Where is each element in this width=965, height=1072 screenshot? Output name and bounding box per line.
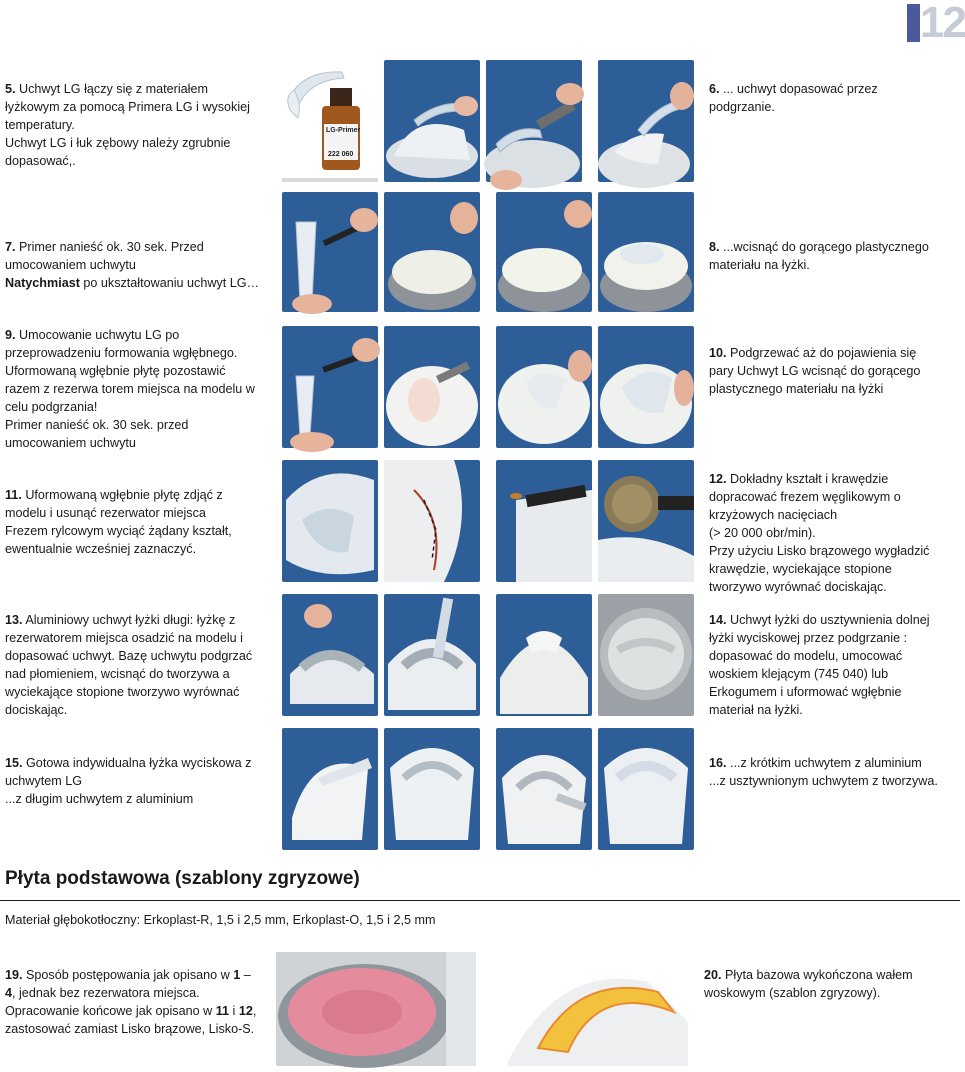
step-9-text: 9. Umocowanie uchwytu LG po przeprowadzeniu formowania wgłębnego. Uformowaną wgłębnie płytę pozostawić razem z rezerwa torem miejsca na modelu w celu podgrzania! Primer nanieść ok. 30 sek. przed umocowaniem uchwytu — [5, 328, 255, 450]
photo-step9b — [384, 326, 480, 448]
photo-step9 — [282, 326, 378, 448]
photo-step12b — [598, 460, 694, 582]
photo-step11a — [282, 460, 378, 582]
step-5-text: 5. Uchwyt LG łączy się z materiałem łyżkowym za pomocą Primera LG i wysokiej temperatury. Uchwyt LG i łuk zębowy należy zgrubnie dopasować,. — [5, 82, 250, 168]
step-14-text: 14. Uchwyt łyżki do usztywnienia dolnej łyżki wyciskowej przez podgrzanie : dopasować do modelu, umocować woskiem klejącym (745 040) lub Erkogumem i uformować wgłębnie materiał na łyżki. — [709, 613, 930, 717]
step-13-text: 13. Aluminiowy uchwyt łyżki długi: łyżkę z rezerwatorem miejsca osadzić na modelu i dopasować uchwyt. Bazę uchwytu podgrzać nad płomieniem, wcisnąć do tworzywa a wyciekające stopione tworzywo wyrównać dociskając. — [5, 613, 253, 717]
photo-step16b — [598, 728, 694, 850]
step-10-text: 10. Podgrzewać aż do pojawienia się pary Uchwyt LG wcisnąć do gorącego plastycznego materiału na łyżki — [709, 346, 921, 396]
photo-step19 — [276, 952, 476, 1066]
photo-step7a — [282, 192, 378, 312]
step-6-text: 6. ... uchwyt dopasować przez podgrzanie. — [709, 82, 878, 114]
section-title: Płyta podstawowa (szablony zgryzowe) — [5, 868, 360, 889]
photo-step5c — [486, 60, 582, 182]
material-line: Materiał głębokotłoczny: Erkoplast-R, 1,5 i 2,5 mm, Erkoplast-O, 1,5 i 2,5 mm — [5, 913, 436, 927]
photo-step16a — [496, 728, 592, 850]
step-19-text: 19. Sposób postępowania jak opisano w 1 – 4, jednak bez rezerwatora miejsca. Opracowanie końcowe jak opisano w 11 i 12, zastosować zamiast Lisko brązowe, Lisko-S. — [5, 968, 257, 1036]
step-8-text: 8. ...wcisnąć do gorącego plastycznego materiału na łyżki. — [709, 240, 929, 272]
photo-step14a — [496, 594, 592, 716]
primer-code-label: 222 060 — [328, 151, 354, 158]
step-12-text: 12. Dokładny kształt i krawędzie dopracować frezem węglikowym o krzyżowych nacięciach (> 20 000 obr/min). Przy użyciu Lisko brązowego wygładzić krawędzie, wyciekające stopione tworzywo wyrównać dociskając. — [709, 472, 930, 594]
step-20-text: 20. Płyta bazowa wykończona wałem woskowym (szablon zgryzowy). — [704, 968, 913, 1000]
photo-step13a — [282, 594, 378, 716]
photo-step7b — [384, 192, 480, 312]
step-7-text: 7. Primer nanieść ok. 30 sek. Przed umocowaniem uchwytu Natychmiast po ukształtowaniu uchwyt LG… — [5, 240, 260, 290]
photo-step15b — [384, 728, 480, 850]
photo-step11b — [384, 460, 480, 582]
photo-step15a — [282, 728, 378, 850]
step-16-text: 16. ...z krótkim uchwytem z aluminium ...z usztywnionym uchwytem z tworzywa. — [709, 756, 938, 788]
page-number-bar — [907, 4, 920, 42]
page-number: 12 — [920, 0, 965, 47]
photo-step6 — [598, 60, 694, 182]
photo-step14b — [598, 594, 694, 716]
photo-step10b — [598, 326, 694, 448]
photo-primer-bottle — [282, 60, 378, 182]
primer-brand-label: LG-Primer — [326, 127, 361, 134]
photo-step5b — [384, 60, 480, 182]
section-divider — [0, 900, 960, 901]
step-15-text: 15. Gotowa indywidualna łyżka wyciskowa z uchwytem LG ...z długim uchwytem z aluminium — [5, 756, 252, 806]
photo-step8b — [598, 192, 694, 312]
photo-step10a — [496, 326, 592, 448]
photo-step20 — [498, 952, 694, 1066]
photo-step13b — [384, 594, 480, 716]
photo-step12a — [496, 460, 592, 582]
step-11-text: 11. Uformowaną wgłębnie płytę zdjąć z modelu i usunąć rezerwator miejsca Frezem rylcowym wyciąć żądany kształt, ewentualnie wcześniej zaznaczyć. — [5, 488, 232, 556]
photo-step8a — [496, 192, 592, 312]
